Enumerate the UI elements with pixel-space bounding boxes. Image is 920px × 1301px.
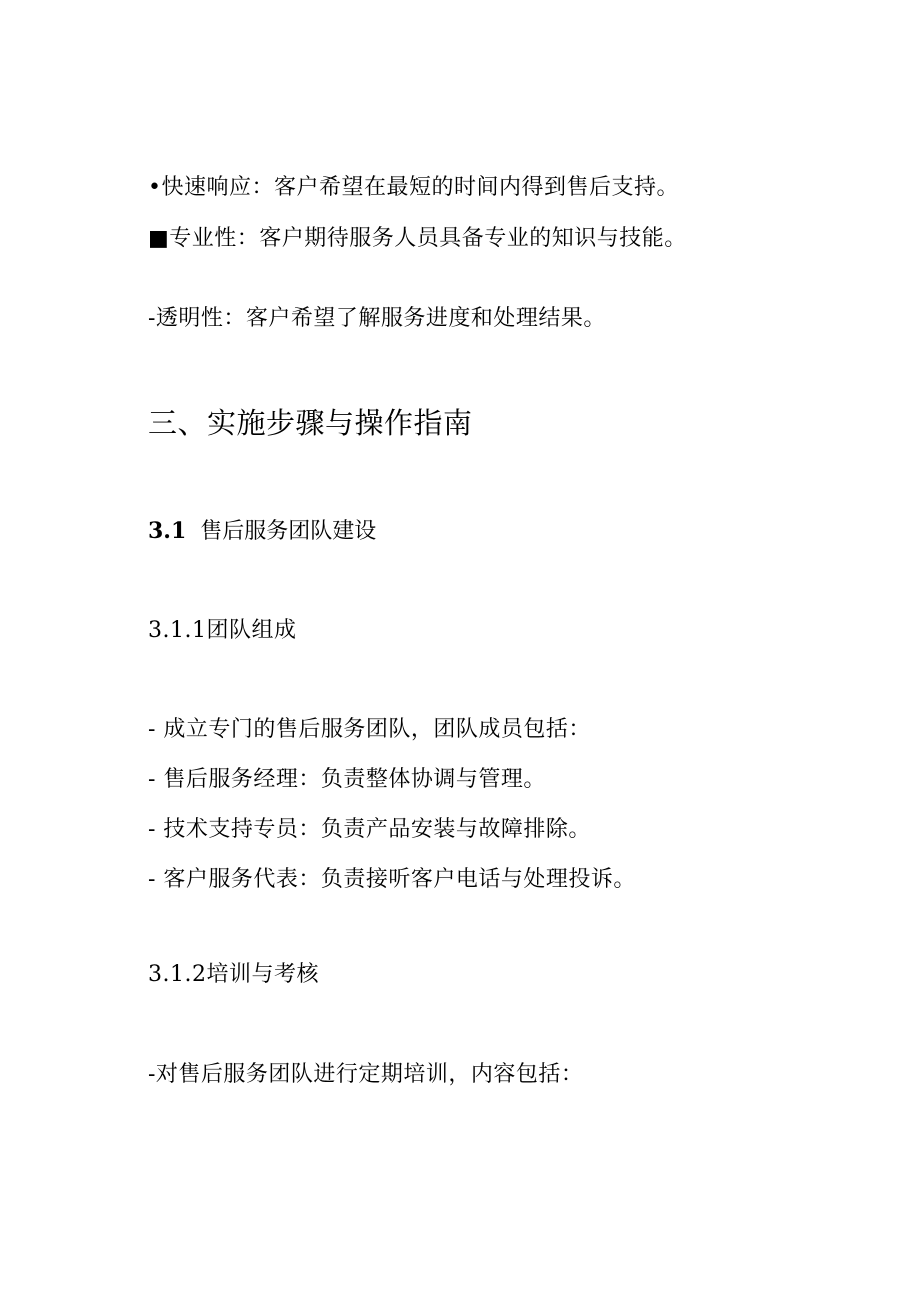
team-heading: 3.1.1团队组成: [148, 618, 297, 643]
subsection-heading: [148, 520, 376, 543]
team-item: - 售后服务经理：负责整体协调与管理。: [148, 767, 546, 792]
subsection-number: 3.1: [148, 518, 187, 544]
subsection-title: 售后服务团队建设: [200, 519, 377, 544]
expectation-fast-response: •快速响应：客户希望在最短的时间内得到售后支持。: [148, 175, 679, 200]
team-item: - 技术支持专员：负责产品安装与故障排除。: [148, 817, 591, 842]
training-heading: 3.1.2培训与考核: [148, 962, 319, 987]
expectation-transparency: -透明性：客户希望了解服务进度和处理结果。: [148, 306, 606, 331]
team-item: - 成立专门的售后服务团队，团队成员包括：: [148, 717, 591, 742]
section-title: 三、实施步骤与操作指南: [148, 406, 473, 440]
expectation-professionalism: ■专业性：客户期待服务人员具备专业的知识与技能。: [148, 226, 687, 251]
training-item: -对售后服务团队进行定期培训，内容包括：: [148, 1062, 584, 1087]
team-item: - 客户服务代表：负责接听客户电话与处理投诉。: [148, 867, 636, 892]
